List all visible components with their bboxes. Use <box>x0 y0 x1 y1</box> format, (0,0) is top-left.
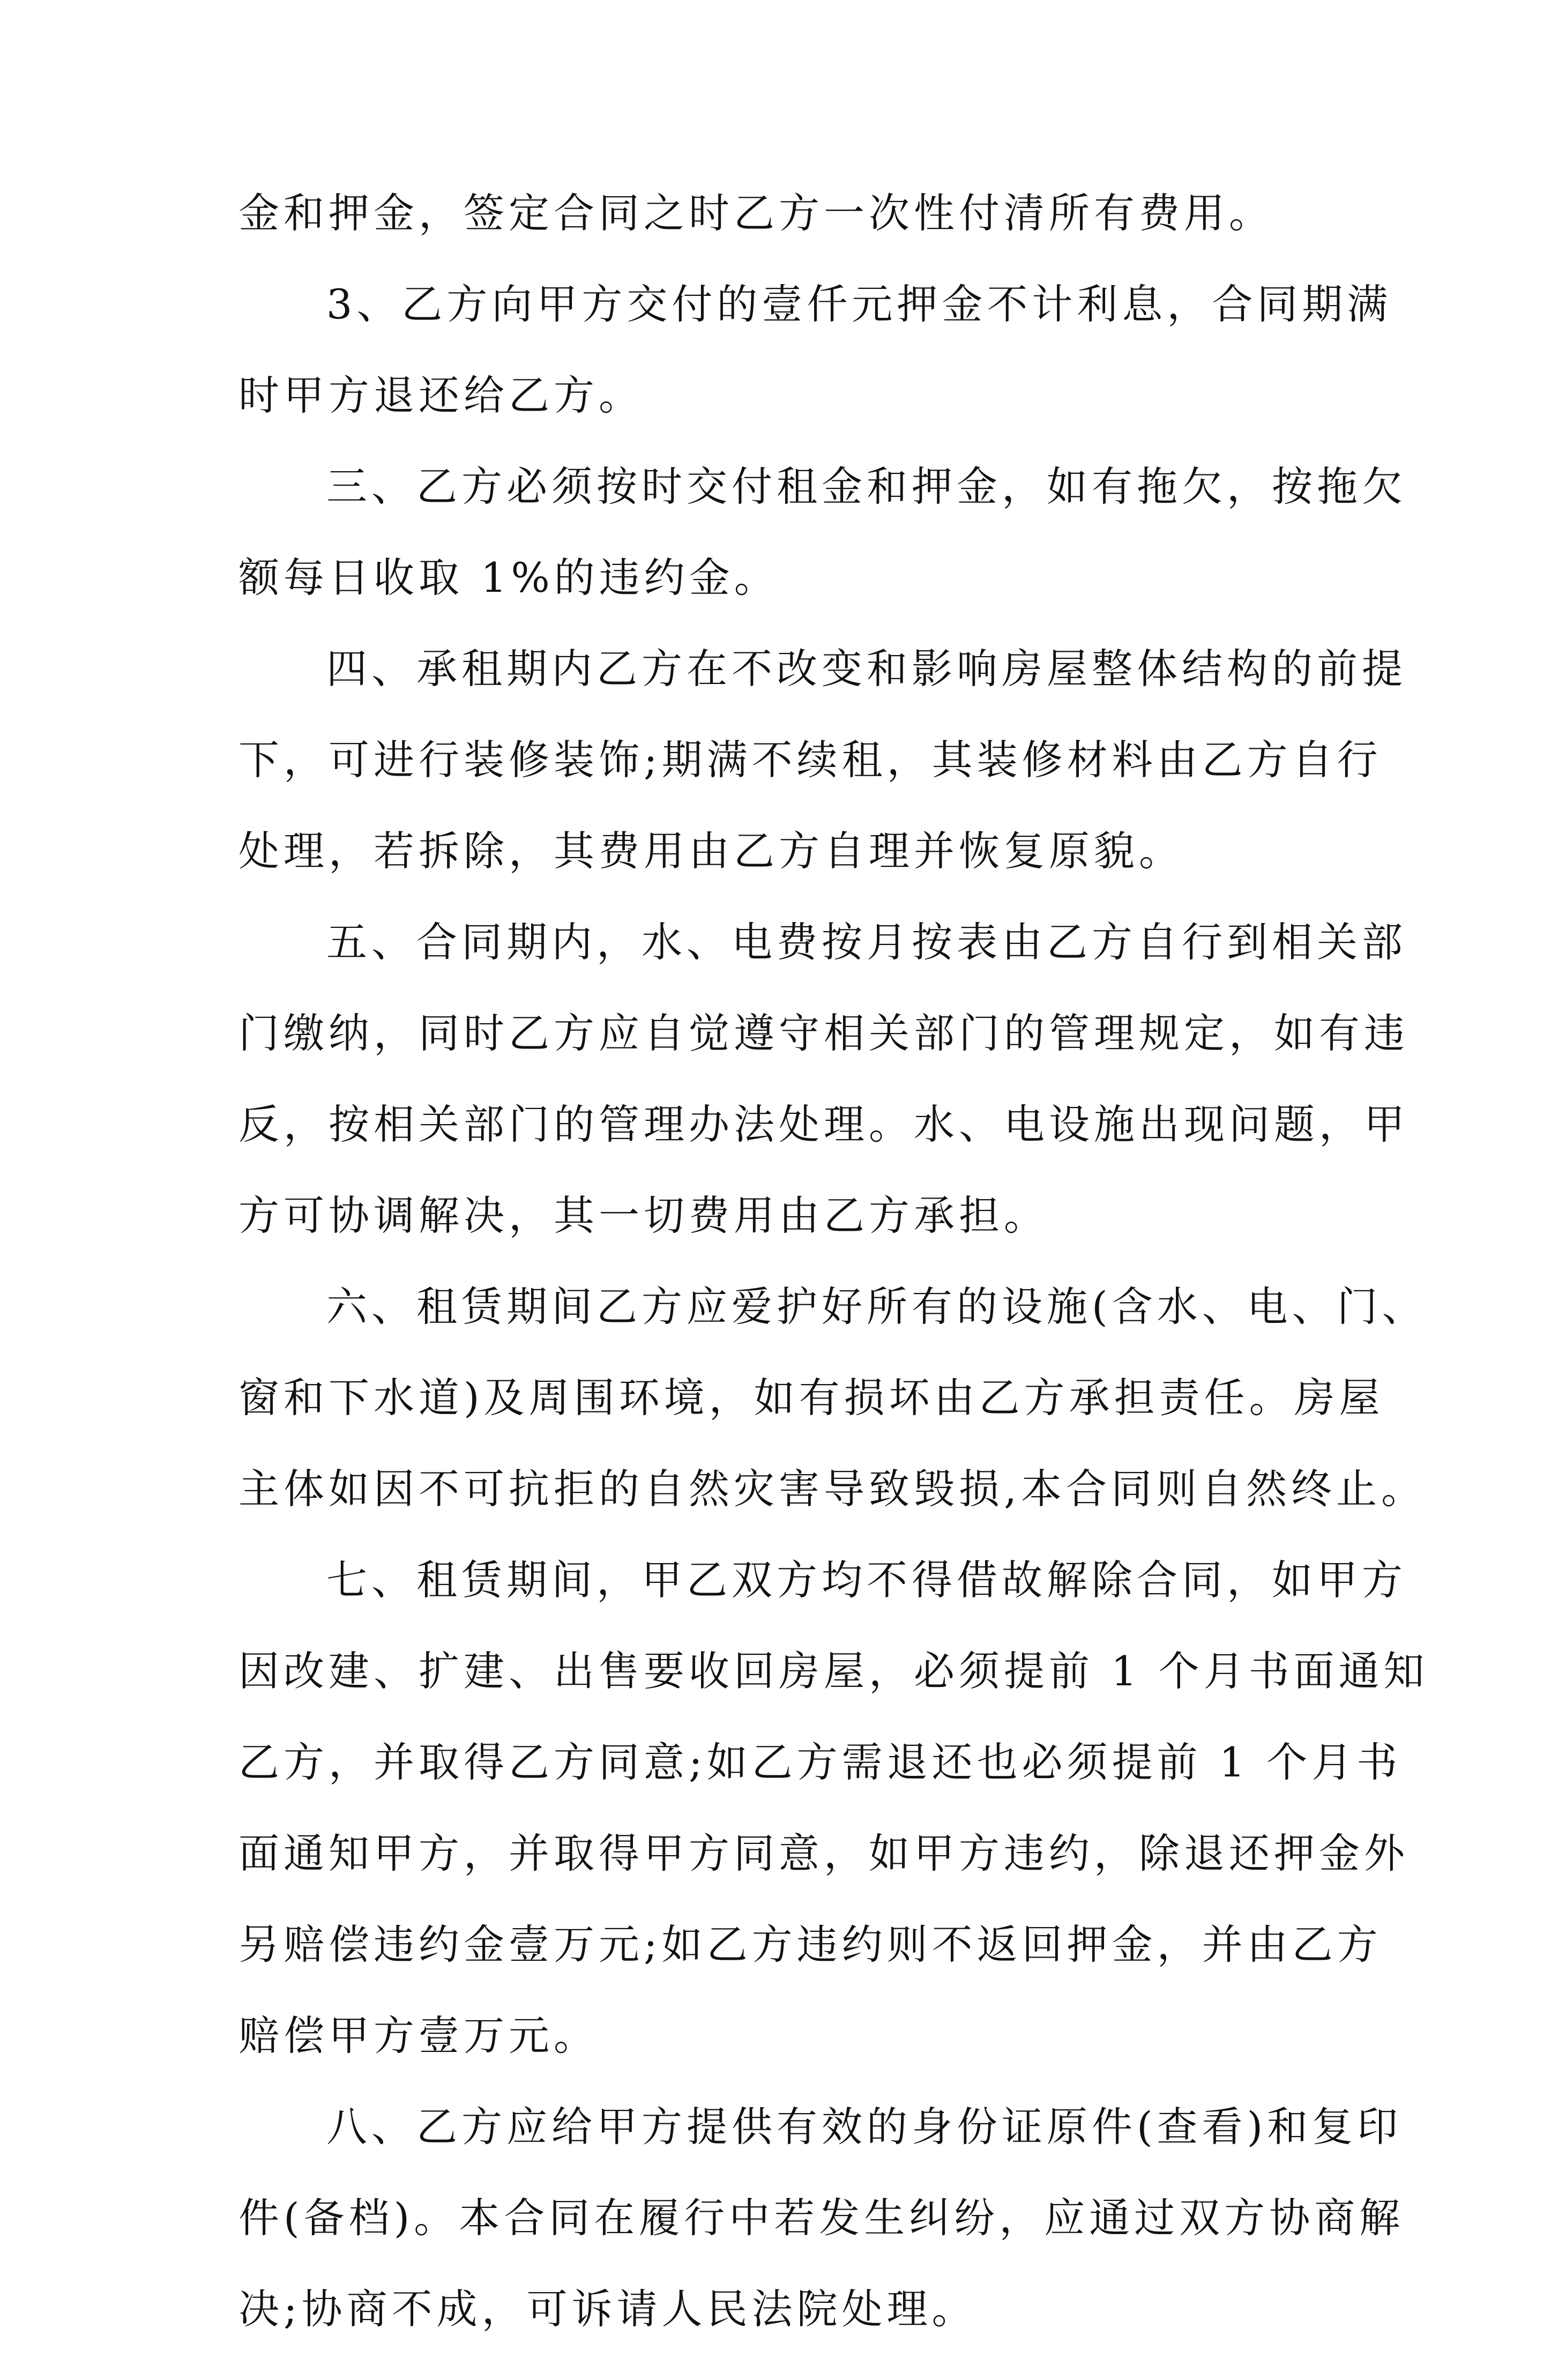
text-line-20: 另赔偿违约金壹万元;如乙方违约则不返回押金，并由乙方 <box>238 1921 1382 1968</box>
text-line-2: 3、乙方向甲方交付的壹仟元押金不计利息，合同期满 <box>326 280 1392 328</box>
text-line-1: 金和押金，签定合同之时乙方一次性付清所有费用。 <box>238 189 1274 237</box>
text-line-12: 方可协调解决，其一切费用由乙方承担。 <box>238 1192 1049 1239</box>
text-line-14: 窗和下水道)及周围环境，如有损坏由乙方承担责任。房屋 <box>238 1374 1384 1422</box>
text-line-18: 乙方，并取得乙方同意;如乙方需退还也必须提前 1 个月书 <box>238 1738 1402 1786</box>
text-line-5: 额每日收取 1%的违约金。 <box>238 554 779 601</box>
text-line-13: 六、租赁期间乙方应爱护好所有的设施(含水、电、门、 <box>326 1283 1427 1330</box>
text-line-17: 因改建、扩建、出售要收回房屋，必须提前 1 个月书面通知 <box>238 1647 1429 1695</box>
text-line-4: 三、乙方必须按时交付租金和押金，如有拖欠，按拖欠 <box>326 463 1407 510</box>
text-line-3: 时甲方退还给乙方。 <box>238 371 644 419</box>
text-line-22: 八、乙方应给甲方提供有效的身份证原件(查看)和复印 <box>326 2103 1403 2151</box>
text-line-6: 四、承租期内乙方在不改变和影响房屋整体结构的前提 <box>326 645 1407 693</box>
text-line-11: 反，按相关部门的管理办法处理。水、电设施出现问题，甲 <box>238 1100 1409 1148</box>
text-line-16: 七、租赁期间，甲乙双方均不得借故解除合同，如甲方 <box>326 1556 1407 1604</box>
text-line-15: 主体如因不可抗拒的自然灾害导致毁损,本合同则自然终止。 <box>238 1465 1427 1513</box>
text-line-7: 下，可进行装修装饰;期满不续租，其装修材料由乙方自行 <box>238 736 1382 784</box>
text-line-24: 决;协商不成，可诉请人民法院处理。 <box>238 2285 977 2333</box>
text-line-21: 赔偿甲方壹万元。 <box>238 2012 599 2059</box>
text-line-8: 处理，若拆除，其费用由乙方自理并恢复原貌。 <box>238 827 1184 875</box>
text-line-23: 件(备档)。本合同在履行中若发生纠纷，应通过双方协商解 <box>238 2194 1405 2242</box>
contract-body <box>238 189 1429 2380</box>
text-line-9: 五、合同期内，水、电费按月按表由乙方自行到相关部 <box>326 918 1407 966</box>
text-line-19: 面通知甲方，并取得甲方同意，如甲方违约，除退还押金外 <box>238 1829 1409 1877</box>
text-line-10: 门缴纳，同时乙方应自觉遵守相关部门的管理规定，如有违 <box>238 1009 1409 1057</box>
